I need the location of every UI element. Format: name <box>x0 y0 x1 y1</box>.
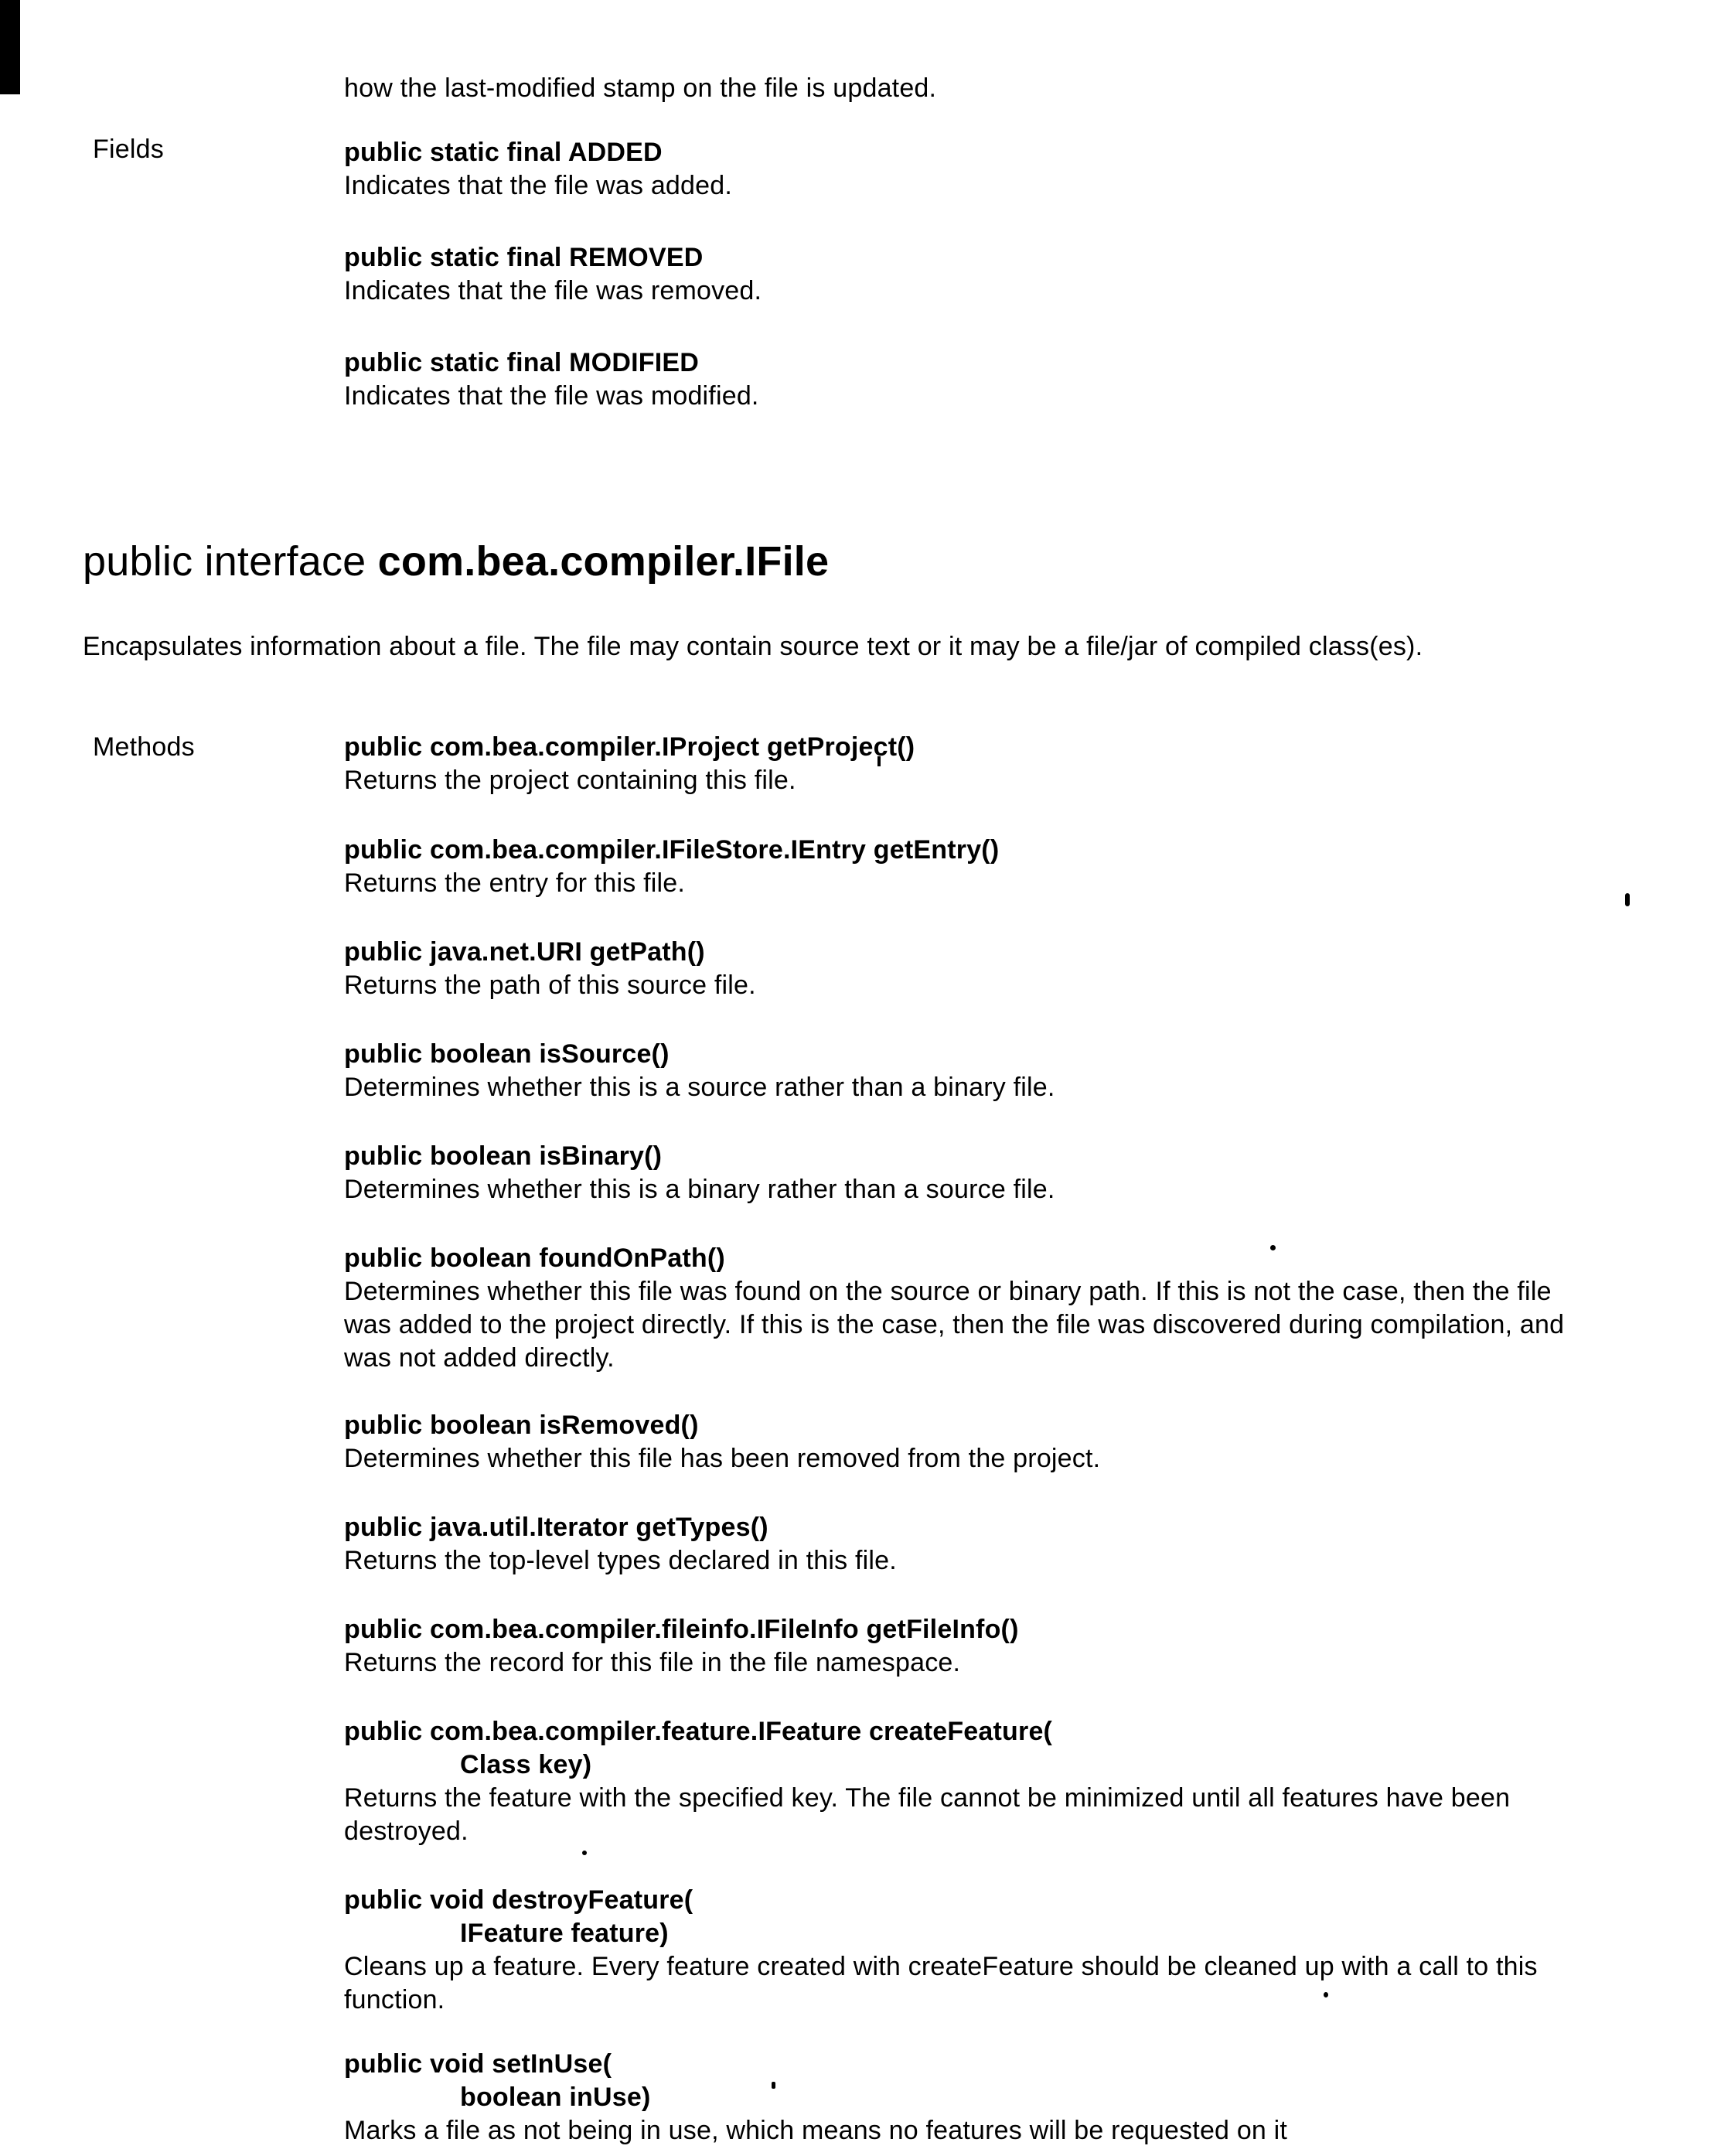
method-signature: public boolean isRemoved() <box>344 1411 699 1440</box>
method-signature: public java.util.Iterator getTypes() <box>344 1513 768 1542</box>
field-description: Indicates that the file was modified. <box>344 381 759 411</box>
method-entry <box>344 1884 1581 2017</box>
method-signature: public void setInUse( <box>344 2049 612 2079</box>
field-signature: public static final ADDED <box>344 138 663 167</box>
method-description: Returns the project containing this file. <box>344 766 796 795</box>
method-entry <box>344 1613 1581 1680</box>
scan-corner-mark <box>0 0 20 94</box>
method-description: Marks a file as not being in use, which means no features will be requested on it <box>344 2116 1288 2145</box>
method-entry <box>344 1409 1581 1475</box>
method-description: Returns the top-level types declared in this file. <box>344 1546 897 1575</box>
method-description: Returns the entry for this file. <box>344 868 686 898</box>
method-description: Cleans up a feature. Every feature created with createFeature should be cleaned up with a call to this function. <box>344 1952 1538 2014</box>
field-entry <box>344 241 1581 308</box>
intro-text: how the last-modified stamp on the file is updated. <box>344 73 937 103</box>
interface-heading-name: com.bea.compiler.IFile <box>377 538 830 585</box>
method-description: Returns the feature with the specified key. The file cannot be minimized until all features have been destroyed. <box>344 1783 1511 1846</box>
interface-heading <box>83 536 829 587</box>
field-description: Indicates that the file was removed. <box>344 276 762 305</box>
method-description: Determines whether this is a source rather than a binary file. <box>344 1073 1055 1102</box>
fields-section-label: Fields <box>93 135 164 164</box>
method-entry <box>344 731 1581 797</box>
method-signature: public com.bea.compiler.feature.IFeature createFeature( <box>344 1717 1053 1746</box>
method-parameter: IFeature feature) <box>460 1919 669 1948</box>
scan-artifact-comma <box>1625 893 1630 906</box>
method-entry <box>344 1511 1581 1578</box>
interface-description: Encapsulates information about a file. The file may contain source text or it may be a file/jar of compiled class(es). <box>83 632 1423 661</box>
method-signature: public boolean isSource() <box>344 1039 670 1069</box>
method-entry <box>344 1242 1581 1375</box>
scan-artifact-dot <box>582 1851 587 1855</box>
method-signature: public java.net.URI getPath() <box>344 937 705 967</box>
method-signature: public com.bea.compiler.IProject getProject() <box>344 732 915 762</box>
method-signature: public void destroyFeature( <box>344 1885 693 1915</box>
method-signature: public com.bea.compiler.IFileStore.IEntry getEntry() <box>344 835 1000 865</box>
method-signature: public boolean isBinary() <box>344 1141 663 1171</box>
method-signature: public com.bea.compiler.fileinfo.IFileInfo getFileInfo() <box>344 1615 1019 1644</box>
field-signature: public static final REMOVED <box>344 243 704 272</box>
method-entry <box>344 936 1581 1002</box>
method-description: Determines whether this file was found on the source or binary path. If this is not the case, then the file was added to the project directly. If this is the case, then the file was discovered during compilation, and was not added directly. <box>344 1277 1565 1373</box>
method-entry <box>344 1038 1581 1104</box>
field-signature: public static final MODIFIED <box>344 348 699 377</box>
field-entry <box>344 136 1581 203</box>
methods-section-label: Methods <box>93 732 195 762</box>
method-description: Returns the record for this file in the file namespace. <box>344 1648 961 1677</box>
method-parameter: Class key) <box>460 1750 592 1779</box>
method-parameter: boolean inUse) <box>460 2083 651 2112</box>
interface-heading-prefix: public interface <box>83 538 378 585</box>
method-description: Determines whether this is a binary rather than a source file. <box>344 1175 1055 1204</box>
method-entry <box>344 1715 1581 1848</box>
method-entry <box>344 834 1581 900</box>
method-entry <box>344 2048 1581 2147</box>
method-signature: public boolean foundOnPath() <box>344 1243 725 1273</box>
field-entry <box>344 346 1581 413</box>
method-entry <box>344 1140 1581 1206</box>
method-description: Returns the path of this source file. <box>344 971 756 1000</box>
field-description: Indicates that the file was added. <box>344 171 733 200</box>
method-description: Determines whether this file has been removed from the project. <box>344 1444 1101 1473</box>
